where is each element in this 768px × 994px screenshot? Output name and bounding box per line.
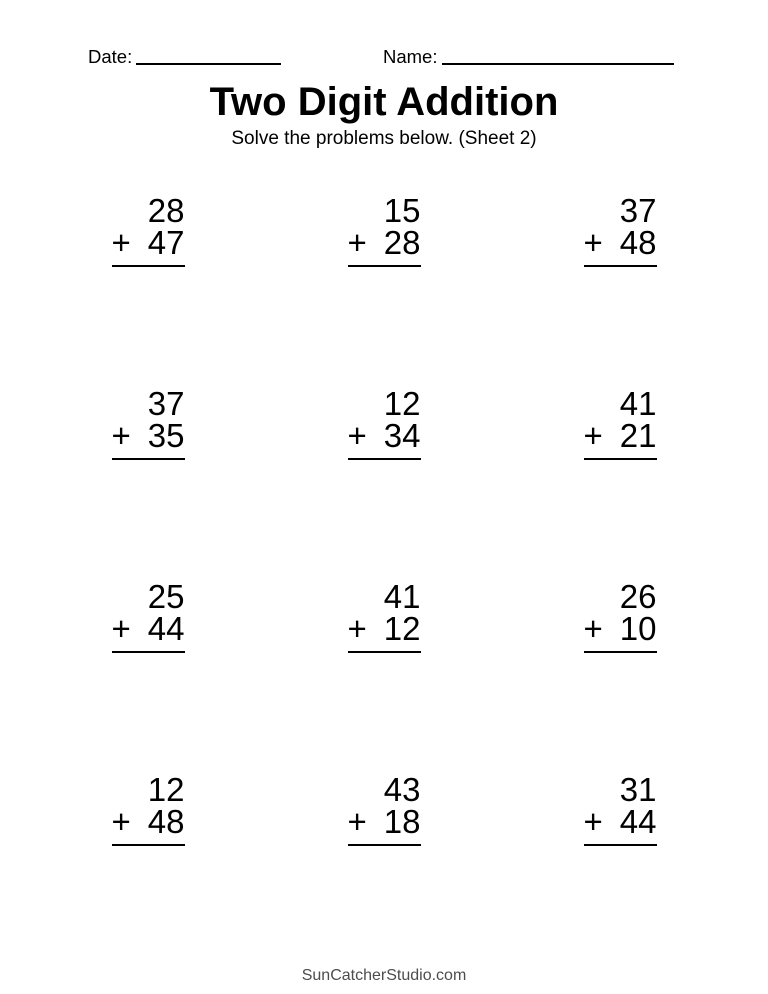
plus-operator: + [583, 610, 603, 647]
date-blank-line [136, 63, 281, 65]
plus-operator: + [111, 224, 131, 261]
addition-problem-11 [347, 771, 421, 846]
plus-operator: + [347, 224, 367, 261]
top-operand: 28 [147, 192, 185, 229]
answer-line [348, 651, 421, 653]
top-operand: 41 [383, 578, 421, 615]
top-operand: 12 [383, 385, 421, 422]
bottom-operand: 35 [147, 417, 185, 454]
bottom-operand: 21 [619, 417, 657, 454]
top-operand: 15 [383, 192, 421, 229]
name-label: Name: [383, 46, 438, 67]
footer-site-credit: SunCatcherStudio.com [301, 967, 467, 984]
name-field [383, 46, 674, 67]
bottom-operand: 28 [383, 224, 421, 261]
addition-problem-2 [347, 192, 421, 267]
addition-problem-3 [583, 192, 657, 267]
top-operand: 37 [147, 385, 185, 422]
plus-operator: + [347, 610, 367, 647]
bottom-operand: 34 [383, 417, 421, 454]
bottom-operand: 18 [383, 803, 421, 840]
top-operand: 43 [383, 771, 421, 808]
plus-operator: + [583, 224, 603, 261]
bottom-operand: 10 [619, 610, 657, 647]
answer-line [584, 844, 657, 846]
bottom-operand: 44 [619, 803, 657, 840]
top-operand: 37 [619, 192, 657, 229]
addition-problem-10 [111, 771, 185, 846]
addition-problem-12 [583, 771, 657, 846]
plus-operator: + [583, 803, 603, 840]
answer-line [584, 651, 657, 653]
top-operand: 12 [147, 771, 185, 808]
addition-problem-9 [583, 578, 657, 653]
page-subtitle: Solve the problems below. (Sheet 2) [231, 128, 537, 149]
answer-line [112, 265, 185, 267]
addition-problem-4 [111, 385, 185, 460]
answer-line [348, 458, 421, 460]
date-field [88, 46, 281, 67]
top-operand: 26 [619, 578, 657, 615]
plus-operator: + [347, 803, 367, 840]
addition-problem-6 [583, 385, 657, 460]
plus-operator: + [583, 417, 603, 454]
bottom-operand: 48 [147, 803, 185, 840]
bottom-operand: 47 [147, 224, 185, 261]
plus-operator: + [111, 803, 131, 840]
name-blank-line [442, 63, 674, 65]
addition-problem-5 [347, 385, 421, 460]
top-operand: 41 [619, 385, 657, 422]
plus-operator: + [111, 610, 131, 647]
answer-line [112, 458, 185, 460]
answer-line [348, 265, 421, 267]
top-operand: 31 [619, 771, 657, 808]
date-label: Date: [88, 46, 133, 67]
addition-problem-1 [111, 192, 185, 267]
answer-line [112, 651, 185, 653]
bottom-operand: 12 [383, 610, 421, 647]
problems-grid [30, 192, 738, 967]
answer-line [112, 844, 185, 846]
answer-line [584, 458, 657, 460]
plus-operator: + [111, 417, 131, 454]
top-operand: 25 [147, 578, 185, 615]
plus-operator: + [347, 417, 367, 454]
addition-problem-8 [347, 578, 421, 653]
answer-line [584, 265, 657, 267]
bottom-operand: 48 [619, 224, 657, 261]
bottom-operand: 44 [147, 610, 185, 647]
addition-problem-7 [111, 578, 185, 653]
answer-line [348, 844, 421, 846]
page-title: Two Digit Addition [209, 80, 559, 124]
